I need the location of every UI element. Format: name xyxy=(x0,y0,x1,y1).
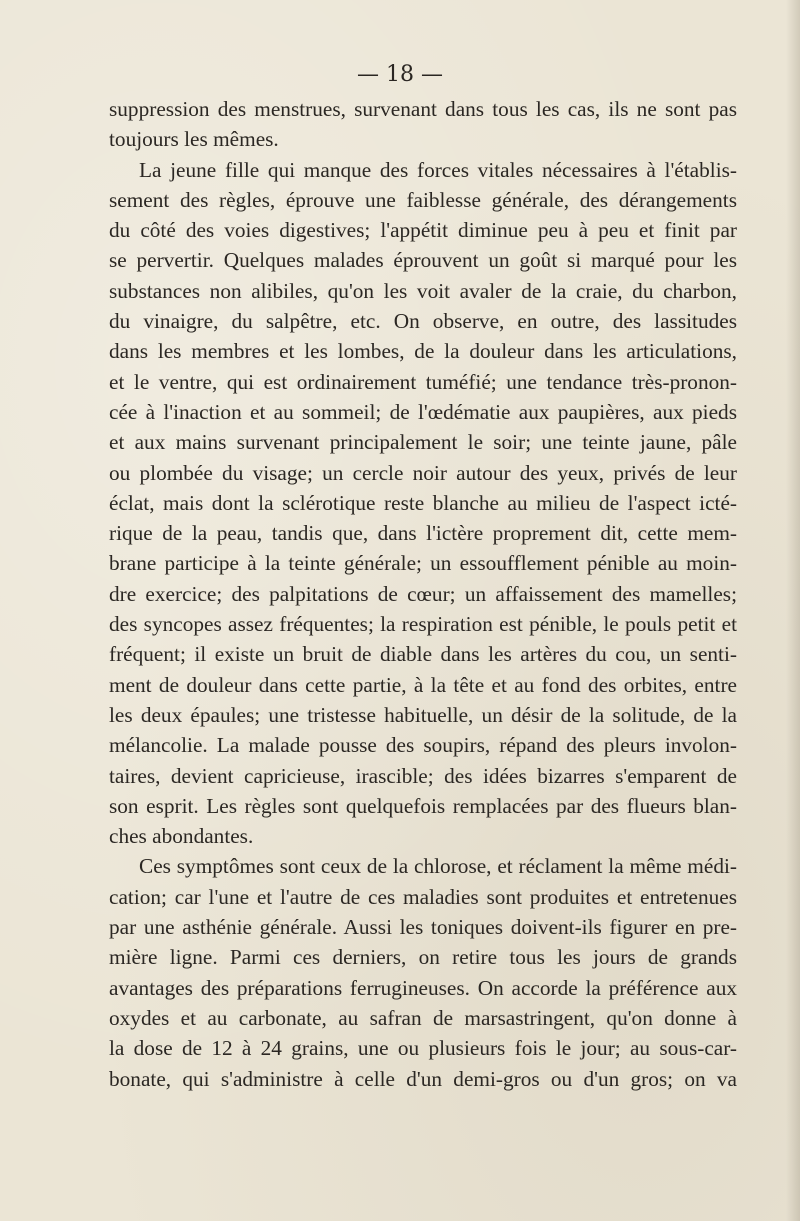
text-line: son esprit. Les règles sont quelquefois remplacées par des flueurs blan- xyxy=(109,793,737,818)
text-line: ou plombée du visage; un cercle noir autour des yeux, privés de leur xyxy=(109,460,737,485)
text-line: Ces symptômes sont ceux de la chlorose, et réclament la même médi- xyxy=(139,854,737,879)
text-line: fréquent; il existe un bruit de diable dans les artères du cou, un senti- xyxy=(109,642,737,667)
paragraph xyxy=(109,155,737,852)
body-text xyxy=(109,94,737,1094)
text-line: des syncopes assez fréquentes; la respiration est pénible, le pouls petit et xyxy=(109,612,737,637)
text-line: ches abondantes. xyxy=(109,824,254,849)
paragraph xyxy=(109,851,737,1093)
text-line: par une asthénie générale. Aussi les toniques doivent-ils figurer en pre- xyxy=(109,915,737,940)
text-line: ment de douleur dans cette partie, à la tête et au fond des orbites, entre xyxy=(109,672,737,697)
text-line: avantages des préparations ferrugineuses. On accorde la préférence aux xyxy=(109,975,737,1000)
text-line: rique de la peau, tandis que, dans l'ictère proprement dit, cette mem- xyxy=(109,521,737,546)
text-line: brane participe à la teinte générale; un essoufflement pénible au moin- xyxy=(109,551,737,576)
text-line: la dose de 12 à 24 grains, une ou plusieurs fois le jour; au sous-car- xyxy=(109,1036,737,1061)
page-edge-shadow xyxy=(786,0,800,1221)
text-line: mélancolie. La malade pousse des soupirs, répand des pleurs involon- xyxy=(109,733,737,758)
text-line: sement des règles, éprouve une faiblesse générale, des dérangements xyxy=(109,187,737,212)
text-line: du vinaigre, du salpêtre, etc. On observe, en outre, des lassitudes xyxy=(109,309,737,334)
text-line: dre exercice; des palpitations de cœur; un affaissement des mamelles; xyxy=(109,581,737,606)
page-number: — 18 — xyxy=(357,62,443,87)
text-line: mière ligne. Parmi ces derniers, on retire tous les jours de grands xyxy=(109,945,737,970)
text-line: se pervertir. Quelques malades éprouvent un goût si marqué pour les xyxy=(109,248,737,273)
text-line: substances non alibiles, qu'on les voit avaler de la craie, du charbon, xyxy=(109,278,737,303)
text-line: cation; car l'une et l'autre de ces maladies sont produites et entretenues xyxy=(109,884,737,909)
text-line: du côté des voies digestives; l'appétit diminue peu à peu et finit par xyxy=(109,218,737,243)
text-line: et aux mains survenant principalement le soir; une teinte jaune, pâle xyxy=(109,430,737,455)
text-line: dans les membres et les lombes, de la douleur dans les articulations, xyxy=(109,339,737,364)
text-line: suppression des menstrues, survenant dans tous les cas, ils ne sont pas xyxy=(109,97,737,121)
text-line: les deux épaules; une tristesse habituelle, un désir de la solitude, de la xyxy=(109,702,737,727)
text-line: oxydes et au carbonate, au safran de marsastringent, qu'on donne à xyxy=(109,1005,737,1030)
paragraph xyxy=(109,94,737,155)
text-line: toujours les mêmes. xyxy=(109,127,279,152)
text-line: bonate, qui s'administre à celle d'un demi-gros ou d'un gros; on va xyxy=(109,1066,737,1091)
text-line: et le ventre, qui est ordinairement tuméfié; une tendance très-pronon- xyxy=(109,369,737,394)
text-line: La jeune fille qui manque des forces vitales nécessaires à l'établis- xyxy=(139,157,737,182)
text-line: éclat, mais dont la sclérotique reste blanche au milieu de l'aspect icté- xyxy=(109,490,737,515)
text-line: taires, devient capricieuse, irascible; des idées bizarres s'emparent de xyxy=(109,763,737,788)
text-line: cée à l'inaction et au sommeil; de l'œdématie aux paupières, aux pieds xyxy=(109,399,737,424)
